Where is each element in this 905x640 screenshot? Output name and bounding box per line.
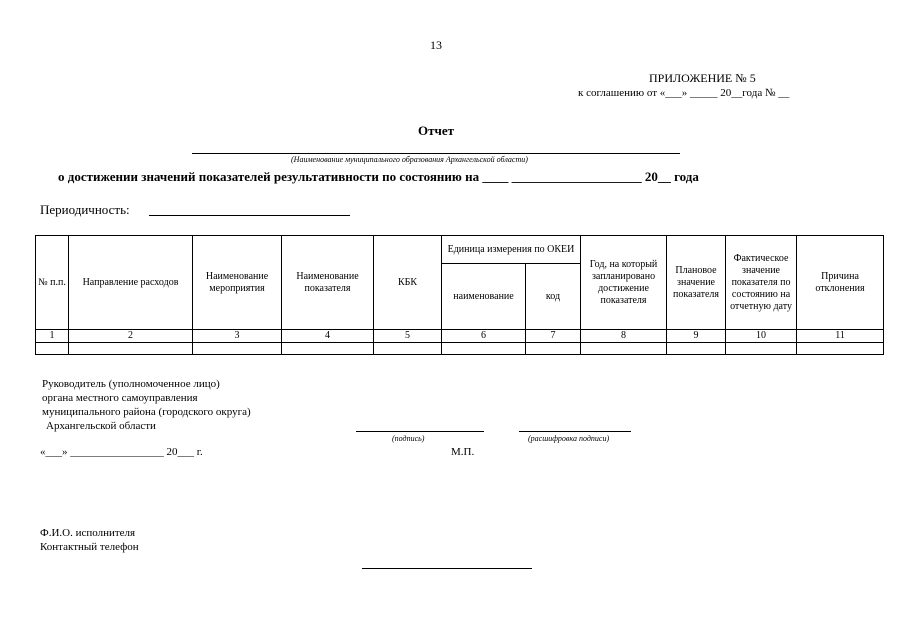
periodicity-label: Периодичность: xyxy=(40,202,130,217)
column-number: 11 xyxy=(797,330,884,343)
report-heading: о достижении значений показателей результативности по состоянию на ____ ____________________ 20__ года xyxy=(58,169,699,184)
header-col1: № п.п. xyxy=(36,236,69,330)
column-number: 2 xyxy=(69,330,193,343)
executor-name-label: Ф.И.О. исполнителя xyxy=(40,527,136,539)
signature-hint: (подпись) xyxy=(392,434,425,443)
header-col7: код xyxy=(526,264,581,330)
header-col5: КБК xyxy=(374,236,442,330)
column-number: 9 xyxy=(667,330,726,343)
signer-line-3: муниципального района (городского округа) xyxy=(42,406,251,418)
column-number: 6 xyxy=(442,330,526,343)
signer-line-2: органа местного самоуправления xyxy=(42,392,198,404)
decode-line xyxy=(519,431,631,432)
header-col2: Направление расходов xyxy=(69,236,193,330)
column-number-row xyxy=(36,330,884,343)
table-header-row xyxy=(36,236,884,264)
column-number: 4 xyxy=(282,330,374,343)
stamp-place: М.П. xyxy=(451,446,475,458)
agreement-line: к соглашению от «___» _____ 20__года № __ xyxy=(578,87,790,99)
executor-line xyxy=(362,568,532,569)
column-number: 8 xyxy=(581,330,667,343)
signer-line-4: Архангельской области xyxy=(46,420,156,432)
column-number: 1 xyxy=(36,330,69,343)
signature-line xyxy=(356,431,484,432)
municipality-name-line xyxy=(192,153,680,154)
report-title: Отчет xyxy=(418,123,454,138)
appendix-title: ПРИЛОЖЕНИЕ № 5 xyxy=(649,71,756,85)
header-col9: Плановое значение показателя xyxy=(667,236,726,330)
header-col11: Причина отклонения xyxy=(797,236,884,330)
signature-date: «___» _________________ 20___ г. xyxy=(40,446,203,458)
decode-hint: (расшифровка подписи) xyxy=(528,434,610,443)
column-number: 5 xyxy=(374,330,442,343)
municipality-name-hint: (Наименование муниципального образования Архангельской области) xyxy=(291,155,528,164)
header-col8: Год, на который запланировано достижение показателя xyxy=(581,236,667,330)
table-empty-row xyxy=(36,343,884,355)
header-col6: наименование xyxy=(442,264,526,330)
executor-phone-label: Контактный телефон xyxy=(40,541,139,553)
column-number: 7 xyxy=(526,330,581,343)
header-okei-group: Единица измерения по ОКЕИ xyxy=(442,236,581,264)
report-table xyxy=(35,235,884,355)
page-number: 13 xyxy=(430,38,442,52)
column-number: 3 xyxy=(193,330,282,343)
column-number: 10 xyxy=(726,330,797,343)
signer-line-1: Руководитель (уполномоченное лицо) xyxy=(42,378,220,390)
header-col3: Наименование мероприятия xyxy=(193,236,282,330)
periodicity-line xyxy=(149,215,350,216)
header-col4: Наименование показателя xyxy=(282,236,374,330)
header-col10: Фактическое значение показателя по состоянию на отчетную дату xyxy=(726,236,797,330)
